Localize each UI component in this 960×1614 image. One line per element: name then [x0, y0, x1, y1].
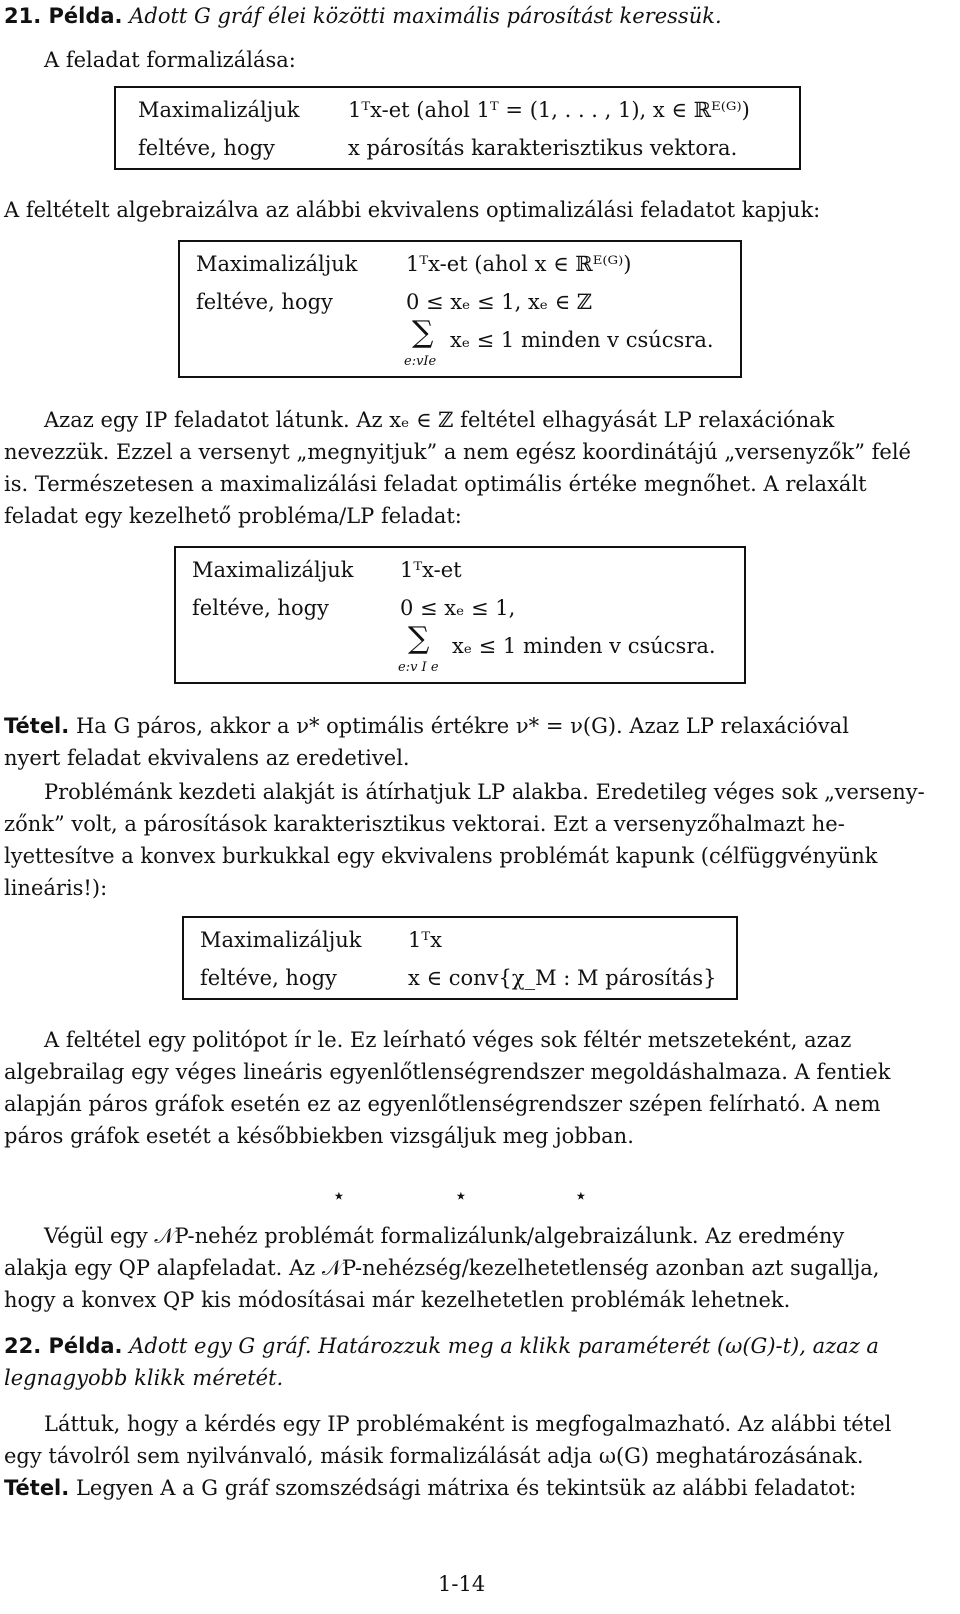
- example-21-statement: Adott G gráf élei közötti maximális párosítást keressük.: [129, 4, 722, 28]
- box3-row2-right: 0 ≤ xₑ ≤ 1,: [400, 596, 516, 620]
- para5-line2: algebrailag egy véges lineáris egyenlőtlenségrendszer megoldáshalmaza. A fentiek: [4, 1060, 891, 1084]
- example-22-line1: Adott egy G gráf. Határozzuk meg a klikk paraméterét (ω(G)-t), azaz a: [129, 1334, 879, 1358]
- para4-line1: Problémánk kezdeti alakját is átírhatjuk LP alakba. Eredetileg véges sok „verseny-: [44, 780, 925, 804]
- box3-row1-right: 1ᵀx-et: [400, 558, 462, 582]
- para5-line4: páros gráfok esetét a későbbiekben vizsgáljuk meg jobban.: [4, 1124, 634, 1148]
- para7-line2: egy távolról sem nyilvánvaló, másik formalizálását adja ω(G) meghatározásának.: [4, 1444, 864, 1468]
- box4-row1-right: 1ᵀx: [408, 928, 443, 952]
- algebraized-intro: A feltételt algebraizálva az alábbi ekvivalens optimalizálási feladatot kapjuk:: [4, 198, 821, 222]
- para7-line1: Láttuk, hogy a kérdés egy IP problémaként is megfogalmazható. Az alábbi tétel: [44, 1412, 892, 1436]
- theorem-1-text: Ha G páros, akkor a ν* optimális értékre ν* = ν(G). Azaz LP relaxációval: [75, 714, 849, 738]
- separator-star-1: ⋆: [332, 1184, 346, 1209]
- box4-row2-right: x ∈ conv{χ_M : M párosítás}: [408, 966, 717, 990]
- box3-row2-left: feltéve, hogy: [192, 596, 329, 620]
- para4-line2: zőnk” volt, a párosítások karakterisztikus vektorai. Ezt a versenyzőhalmazt he-: [4, 812, 845, 836]
- para6-line3: hogy a konvex QP kis módosításai már kezelhetetlen problémák lehetnek.: [4, 1288, 791, 1312]
- separator-star-2: ⋆: [454, 1184, 468, 1209]
- example-22-heading: [4, 1330, 879, 1362]
- example-21-label: 21. Példa.: [4, 4, 123, 28]
- formalization-intro: A feladat formalizálása:: [44, 48, 296, 72]
- box3-sum-symbol: ∑: [408, 621, 430, 656]
- para4-line4: lineáris!):: [4, 876, 108, 900]
- example-21-heading: [4, 0, 722, 32]
- theorem-1-line1: [4, 710, 849, 742]
- page-number: 1-14: [438, 1572, 486, 1596]
- para6-line2: alakja egy QP alapfeladat. Az 𝒩P-nehézség/kezelhetetlenség azonban azt sugallja,: [4, 1256, 880, 1280]
- box1-row1-left: Maximalizáljuk: [138, 98, 300, 122]
- box1-row1-right: 1ᵀx-et (ahol 1ᵀ = (1, . . . , 1), x ∈ ℝᴱ⁽ᴳ⁾): [348, 98, 750, 122]
- theorem-1-label: Tétel.: [4, 714, 70, 738]
- box4-row2-left: feltéve, hogy: [200, 966, 337, 990]
- para3-line4: feladat egy kezelhető probléma/LP feladat:: [4, 504, 462, 528]
- box2-sum-symbol: ∑: [412, 315, 434, 350]
- example-22-label: 22. Példa.: [4, 1334, 123, 1358]
- box2-row1-right: 1ᵀx-et (ahol x ∈ ℝᴱ⁽ᴳ⁾): [406, 252, 632, 276]
- para6-line1: Végül egy 𝒩P-nehéz problémát formalizálunk/algebraizálunk. Az eredmény: [44, 1224, 845, 1248]
- box2-sum-subscript: e:vIe: [404, 354, 437, 369]
- box3-sum-subscript: e:v I e: [398, 660, 439, 675]
- box2-row1-left: Maximalizáljuk: [196, 252, 358, 276]
- theorem-2-text: Legyen A a G gráf szomszédsági mátrixa és tekintsük az alábbi feladatot:: [75, 1476, 857, 1500]
- para3-line3: is. Természetesen a maximalizálási feladat optimális értéke megnőhet. A relaxált: [4, 472, 867, 496]
- para3-line2: nevezzük. Ezzel a versenyt „megnyitjuk” a nem egész koordinátájú „versenyzők” felé: [4, 440, 911, 464]
- theorem-1-line2: nyert feladat ekvivalens az eredetivel.: [4, 746, 410, 770]
- box3-row1-left: Maximalizáljuk: [192, 558, 354, 582]
- box1-row2-left: feltéve, hogy: [138, 136, 275, 160]
- box4-row1-left: Maximalizáljuk: [200, 928, 362, 952]
- para4-line3: lyettesítve a konvex burkukkal egy ekvivalens problémát kapunk (célfüggvényünk: [4, 844, 878, 868]
- box2-row2-right: 0 ≤ xₑ ≤ 1, xₑ ∈ ℤ: [406, 290, 593, 314]
- example-22-line2: legnagyobb klikk méretét.: [4, 1366, 284, 1390]
- box2-row3-right: xₑ ≤ 1 minden v csúcsra.: [450, 328, 714, 352]
- para5-line3: alapján páros gráfok esetén ez az egyenlőtlenségrendszer szépen felírható. A nem: [4, 1092, 881, 1116]
- para5-line1: A feltétel egy politópot ír le. Ez leírható véges sok féltér metszeteként, azaz: [44, 1028, 852, 1052]
- box1-row2-right: x párosítás karakterisztikus vektora.: [348, 136, 738, 160]
- box3-row3-right: xₑ ≤ 1 minden v csúcsra.: [452, 634, 716, 658]
- box2-row2-left: feltéve, hogy: [196, 290, 333, 314]
- theorem-2: [4, 1472, 856, 1504]
- theorem-2-label: Tétel.: [4, 1476, 70, 1500]
- separator-star-3: ⋆: [574, 1184, 588, 1209]
- para3-line1: Azaz egy IP feladatot látunk. Az xₑ ∈ ℤ feltétel elhagyását LP relaxációnak: [44, 408, 835, 432]
